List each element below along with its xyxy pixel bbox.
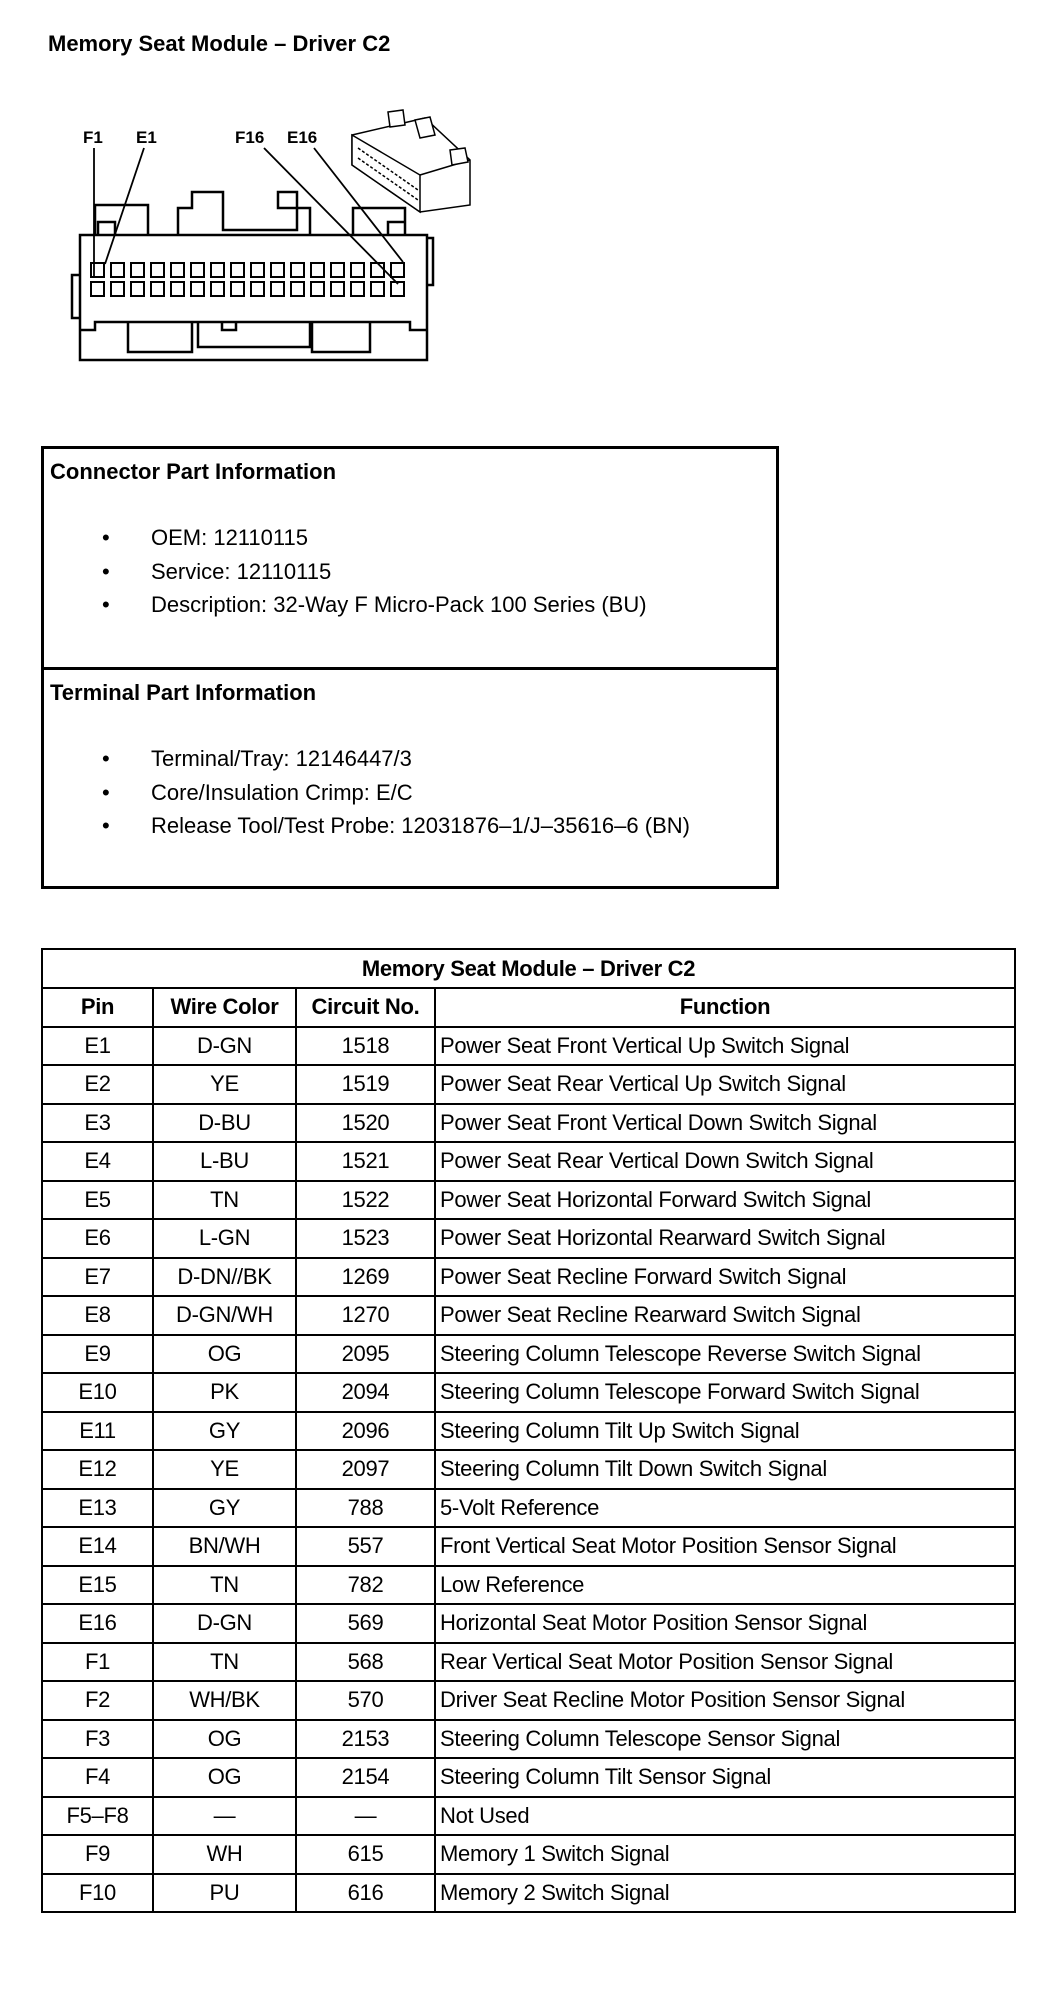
pin-cavity-icon [311,282,324,296]
bullet-icon: • [102,558,110,584]
terminal-tray: Terminal/Tray: 12146447/3 [151,746,412,771]
pin-cavity-icon [391,263,404,277]
function-cell: Power Seat Rear Vertical Down Switch Signal [435,1142,1015,1181]
connector-info-heading: Connector Part Information [50,459,337,484]
circuit-cell: 557 [296,1527,435,1566]
part-information-box [41,446,779,889]
pin-cavity-icon [131,282,144,296]
pin-cavity-icon [371,282,384,296]
function-cell: Low Reference [435,1566,1015,1605]
function-cell: Power Seat Front Vertical Up Switch Signal [435,1027,1015,1066]
circuit-cell: 1520 [296,1104,435,1143]
table-row [42,1335,1015,1374]
bullet-icon: • [102,813,110,838]
pin-cavity-icon [151,282,164,296]
circuit-cell: 1518 [296,1027,435,1066]
table-row [42,1835,1015,1874]
pin-cell: F4 [42,1758,153,1797]
pin-cavity-icon [371,263,384,277]
connector-diagram [0,0,520,380]
pin-cavity-icon [171,282,184,296]
circuit-cell: 1269 [296,1258,435,1297]
pin-cell: E7 [42,1258,153,1297]
pin-cell: E5 [42,1181,153,1220]
pin-cavity-icon [131,263,144,277]
pin-cell: E12 [42,1450,153,1489]
pinout-table [41,948,1016,1913]
wire-color-cell: GY [153,1489,296,1528]
table-row [42,1296,1015,1335]
wire-color-cell: L-BU [153,1142,296,1181]
table-row [42,1874,1015,1913]
connector-info-item [102,521,647,555]
pin-cell: F1 [42,1643,153,1682]
circuit-cell: 782 [296,1566,435,1605]
wire-color-cell: WH/BK [153,1681,296,1720]
table-row [42,1527,1015,1566]
pin-cavity-icon [331,263,344,277]
terminal-part-information [44,670,776,886]
function-cell: Rear Vertical Seat Motor Position Sensor Signal [435,1643,1015,1682]
pin-cell: F5–F8 [42,1797,153,1836]
pin-cell: F9 [42,1835,153,1874]
pin-cell: F10 [42,1874,153,1913]
wire-color-cell: D-BU [153,1104,296,1143]
pin-cavity-icon [351,263,364,277]
function-cell: Horizontal Seat Motor Position Sensor Signal [435,1604,1015,1643]
connector-info-item [102,555,647,589]
wire-color-cell: PU [153,1874,296,1913]
terminal-info-heading: Terminal Part Information [50,680,317,705]
pin-cavity-icon [111,263,124,277]
pin-cavity-icon [251,263,264,277]
pin-label-f1: F1 [83,128,103,147]
function-cell: 5-Volt Reference [435,1489,1015,1528]
wire-color-cell: D-GN [153,1027,296,1066]
circuit-cell: 1523 [296,1219,435,1258]
pin-cavity-icon [291,282,304,296]
wire-color-cell: PK [153,1373,296,1412]
function-cell: Steering Column Telescope Sensor Signal [435,1720,1015,1759]
function-cell: Power Seat Rear Vertical Up Switch Signal [435,1065,1015,1104]
bullet-icon: • [102,746,110,771]
pin-cavity-icon [191,263,204,277]
circuit-cell: 2094 [296,1373,435,1412]
wire-color-cell: YE [153,1450,296,1489]
bullet-icon: • [102,779,110,805]
pin-cavity-icon [291,263,304,277]
circuit-cell: — [296,1797,435,1836]
connector-part-information [44,449,776,670]
circuit-cell: 2154 [296,1758,435,1797]
pin-cell: E14 [42,1527,153,1566]
circuit-cell: 615 [296,1835,435,1874]
pin-cell: E9 [42,1335,153,1374]
service-part-number: Service: 12110115 [151,558,332,584]
function-cell: Memory 2 Switch Signal [435,1874,1015,1913]
wire-color-cell: D-GN/WH [153,1296,296,1335]
connector-description: Description: 32-Way F Micro-Pack 100 Series (BU) [151,592,647,617]
table-row [42,1720,1015,1759]
table-row [42,1258,1015,1297]
circuit-cell: 616 [296,1874,435,1913]
pin-cavity-icon [331,282,344,296]
pin-cell: E8 [42,1296,153,1335]
wire-color-cell: OG [153,1758,296,1797]
pin-cavity-icon [271,263,284,277]
pin-cavity-icon [311,263,324,277]
pin-cell: E11 [42,1412,153,1451]
wire-color-cell: GY [153,1412,296,1451]
pin-cavity-icon [351,282,364,296]
pin-cell: E13 [42,1489,153,1528]
terminal-info-item [102,776,690,810]
pin-label-e1: E1 [136,128,157,147]
pin-cell: E2 [42,1065,153,1104]
function-cell: Memory 1 Switch Signal [435,1835,1015,1874]
bullet-icon: • [102,592,110,617]
pin-cavity-icon [191,282,204,296]
pin-cavity-icon [231,263,244,277]
pin-cavity-icon [171,263,184,277]
circuit-cell: 1270 [296,1296,435,1335]
table-row [42,1797,1015,1836]
circuit-cell: 2153 [296,1720,435,1759]
table-row [42,1373,1015,1412]
function-cell: Driver Seat Recline Motor Position Sensor Signal [435,1681,1015,1720]
pin-cell: E10 [42,1373,153,1412]
circuit-cell: 570 [296,1681,435,1720]
terminal-info-item [102,809,690,843]
pin-cavity-icon [91,263,104,277]
circuit-cell: 788 [296,1489,435,1528]
wire-color-cell: YE [153,1065,296,1104]
pin-cavity-icon [211,263,224,277]
wire-color-cell: TN [153,1181,296,1220]
wire-color-cell: L-GN [153,1219,296,1258]
table-row [42,1489,1015,1528]
circuit-cell: 569 [296,1604,435,1643]
function-cell: Not Used [435,1797,1015,1836]
table-row [42,1104,1015,1143]
circuit-cell: 1522 [296,1181,435,1220]
pin-cell: E6 [42,1219,153,1258]
pin-cavity-icon [211,282,224,296]
circuit-cell: 2096 [296,1412,435,1451]
pin-cell: E16 [42,1604,153,1643]
pin-cell: E4 [42,1142,153,1181]
terminal-info-item [102,742,690,776]
table-row [42,1643,1015,1682]
header-pin: Pin [42,988,153,1027]
circuit-cell: 568 [296,1643,435,1682]
table-row [42,1065,1015,1104]
function-cell: Power Seat Horizontal Rearward Switch Signal [435,1219,1015,1258]
pin-cell: E3 [42,1104,153,1143]
function-cell: Steering Column Telescope Reverse Switch Signal [435,1335,1015,1374]
wire-color-cell: D-DN//BK [153,1258,296,1297]
wire-color-cell: OG [153,1335,296,1374]
circuit-cell: 1521 [296,1142,435,1181]
wire-color-cell: — [153,1797,296,1836]
crimp-info: Core/Insulation Crimp: E/C [151,779,413,805]
pin-cavity-icon [91,282,104,296]
pin-cavity-icon [151,263,164,277]
wire-color-cell: BN/WH [153,1527,296,1566]
wire-color-cell: OG [153,1720,296,1759]
pin-cell: F2 [42,1681,153,1720]
pin-cell: F3 [42,1720,153,1759]
connector-3d-icon [352,110,470,212]
wire-color-cell: D-GN [153,1604,296,1643]
pin-cavity-icon [271,282,284,296]
function-cell: Power Seat Horizontal Forward Switch Signal [435,1181,1015,1220]
table-row [42,1142,1015,1181]
table-title: Memory Seat Module – Driver C2 [42,949,1015,988]
function-cell: Front Vertical Seat Motor Position Sensor Signal [435,1527,1015,1566]
wire-color-cell: TN [153,1643,296,1682]
function-cell: Steering Column Tilt Up Switch Signal [435,1412,1015,1451]
oem-part-number: OEM: 12110115 [151,525,308,550]
connector-info-item [102,588,647,622]
function-cell: Steering Column Tilt Down Switch Signal [435,1450,1015,1489]
function-cell: Power Seat Recline Forward Switch Signal [435,1258,1015,1297]
page-title: Memory Seat Module – Driver C2 [48,31,391,56]
pin-cell: E1 [42,1027,153,1066]
table-row [42,1681,1015,1720]
function-cell: Power Seat Front Vertical Down Switch Signal [435,1104,1015,1143]
wire-color-cell: WH [153,1835,296,1874]
header-function: Function [435,988,1015,1027]
function-cell: Steering Column Tilt Sensor Signal [435,1758,1015,1797]
pin-cell: E15 [42,1566,153,1605]
table-row [42,1566,1015,1605]
wire-color-cell: TN [153,1566,296,1605]
table-row [42,1758,1015,1797]
function-cell: Power Seat Recline Rearward Switch Signal [435,1296,1015,1335]
circuit-cell: 2097 [296,1450,435,1489]
bullet-icon: • [102,525,110,550]
pin-cavity-icon [251,282,264,296]
table-row [42,1604,1015,1643]
table-row [42,1181,1015,1220]
circuit-cell: 1519 [296,1065,435,1104]
pin-label-f16: F16 [235,128,265,147]
header-wire-color: Wire Color [153,988,296,1027]
circuit-cell: 2095 [296,1335,435,1374]
table-row [42,1412,1015,1451]
release-tool: Release Tool/Test Probe: 12031876–1/J–35616–6 (BN) [151,813,690,838]
pin-cavity-icon [231,282,244,296]
table-row [42,1450,1015,1489]
pin-label-e16: E16 [287,128,318,147]
table-row [42,1219,1015,1258]
pin-cavity-icon [111,282,124,296]
table-row [42,1027,1015,1066]
header-circuit-no: Circuit No. [296,988,435,1027]
function-cell: Steering Column Telescope Forward Switch Signal [435,1373,1015,1412]
